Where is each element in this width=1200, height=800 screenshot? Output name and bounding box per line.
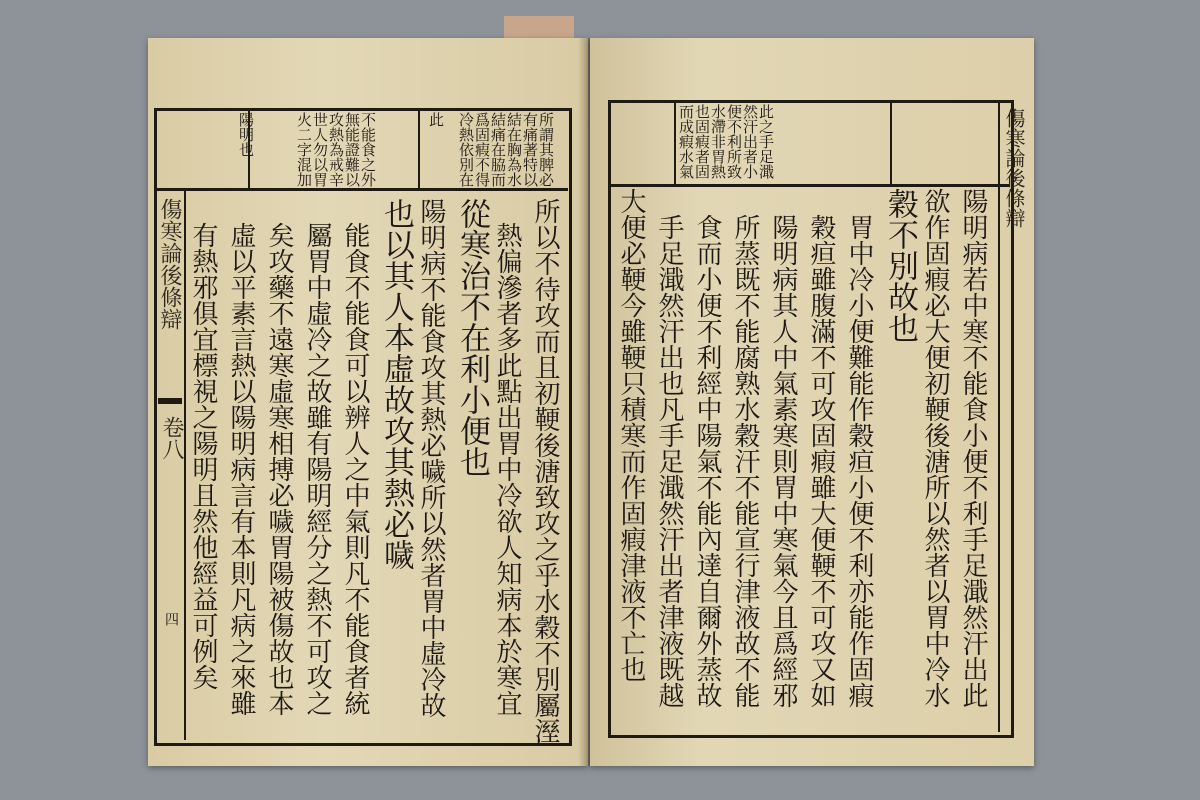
text-column: 能食不能食可以辨人之中氣則凡不能食者統 bbox=[340, 222, 370, 716]
text-column: 手足濈然汗出也凡手足濈然汗出者津液既越 bbox=[654, 214, 684, 708]
text-column: 穀疸雖腹滿不可攻固瘕雖大便鞕不可攻又如 bbox=[806, 214, 836, 708]
text-column: 矣攻藥不遠寒虛寒相搏必噦胃陽被傷故也本 bbox=[264, 222, 294, 716]
header-note: 陽明也 bbox=[237, 112, 255, 157]
header-box-divider bbox=[674, 102, 676, 184]
left-page bbox=[148, 38, 588, 766]
text-column: 陽明病若中寒不能食小便不利手足濈然汗出此 bbox=[958, 188, 988, 708]
right-header-rule bbox=[610, 184, 1010, 187]
text-column: 從寒治不在利小便也 bbox=[454, 198, 490, 477]
text-column: 屬胃中虛冷之故雖有陽明經分之熱不可攻之 bbox=[302, 222, 332, 716]
text-column: 陽明病其人中氣素寒則胃中寒氣今且爲經邪 bbox=[768, 214, 798, 708]
header-note: 結痛在脇而 bbox=[489, 112, 507, 187]
header-note: 爲固瘕不得 bbox=[473, 112, 491, 187]
header-box-divider-b bbox=[418, 110, 420, 188]
text-column: 也以其人本虛故攻其熱必噦 bbox=[378, 198, 414, 570]
header-note: 不能食之外 bbox=[359, 112, 377, 187]
header-note: 火二字混加 bbox=[295, 112, 313, 187]
header-note: 有痛著特以 bbox=[521, 112, 539, 187]
header-box-divider-b bbox=[890, 102, 892, 184]
header-note: 世人勿以胃 bbox=[311, 112, 329, 187]
header-note: 冷熱依別在 bbox=[457, 112, 475, 187]
volume-label: 卷八 bbox=[159, 416, 184, 460]
text-column: 陽明病不能食攻其熱必噦所以然者胃中虛冷故 bbox=[416, 198, 446, 718]
side-title: 傷寒論後條辯 bbox=[1002, 108, 1026, 228]
text-column: 胃中冷小便難能作穀疸小便不利亦能作固瘕 bbox=[844, 214, 874, 708]
header-note: 水滯非胃熱 bbox=[709, 104, 727, 179]
text-column: 穀不別故也 bbox=[882, 188, 918, 343]
header-note: 所謂其脾必 bbox=[537, 112, 555, 187]
text-column: 虛以平素言熱以陽明病言有本則凡病之來雖 bbox=[226, 222, 256, 716]
header-note: 而成瘕水氣 bbox=[677, 104, 695, 179]
header-note: 攻熱為戒辛 bbox=[327, 112, 345, 187]
text-column: 食而小便不利經中陽氣不能內達自爾外蒸故 bbox=[692, 214, 722, 708]
header-note: 便不利所致 bbox=[725, 104, 743, 179]
text-column: 所蒸既不能腐熟水穀汗不能宣行津液故不能 bbox=[730, 214, 760, 708]
header-note: 結在胸為水 bbox=[505, 112, 523, 187]
fishtail-mark bbox=[158, 398, 182, 404]
text-column: 欲作固瘕必大便初鞕後溏所以然者以胃中冷水 bbox=[920, 188, 950, 708]
page-number: 四 bbox=[163, 612, 179, 626]
header-note: 此 bbox=[427, 112, 445, 127]
left-margin-rule bbox=[184, 188, 186, 740]
header-note: 然汗出者小 bbox=[741, 104, 759, 179]
text-column: 有熱邪俱宜標視之陽明且然他經益可例矣 bbox=[188, 222, 218, 690]
left-header-rule bbox=[156, 188, 568, 191]
text-column: 熱偏滲者多此點出胃中冷欲人知病本於寒宜 bbox=[492, 222, 522, 716]
header-note: 也固瘕者固 bbox=[693, 104, 711, 179]
right-page bbox=[590, 38, 1034, 766]
header-note: 無能證難以 bbox=[343, 112, 361, 187]
right-margin-rule bbox=[998, 102, 1000, 732]
open-book bbox=[148, 38, 1034, 772]
side-title: 傷寒論後條辯 bbox=[157, 198, 182, 330]
text-column: 所以不待攻而且初鞕後溏致攻之乎水穀不別屬溼 bbox=[530, 198, 560, 744]
text-column: 大便必鞕今雖鞕只積寒而作固瘕津液不亡也 bbox=[616, 188, 646, 682]
header-note: 此之手足濈 bbox=[757, 104, 775, 179]
